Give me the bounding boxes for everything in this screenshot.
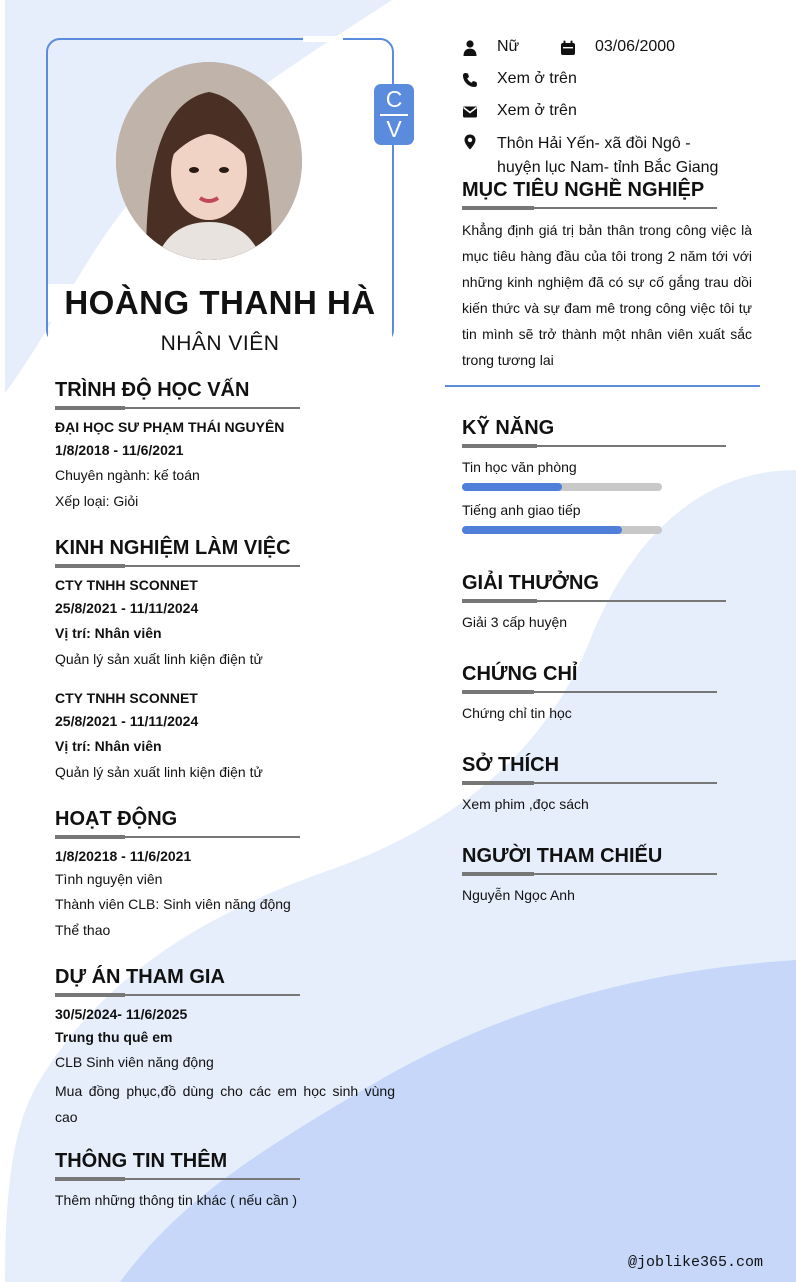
experience-company: CTY TNHH SCONNET	[55, 690, 198, 706]
contact-phone	[462, 70, 577, 92]
hobbies-heading: SỞ THÍCH	[462, 754, 560, 776]
references-section	[462, 844, 732, 905]
heading-underline	[55, 994, 300, 996]
activities-line: Tình nguyện viên	[55, 871, 163, 887]
activities-heading: HOẠT ĐỘNG	[55, 808, 178, 830]
heading-underline	[55, 407, 300, 409]
envelope-icon	[462, 102, 486, 124]
objective-text: Khẳng định giá trị bản thân trong công việc là mục tiêu hàng đầu của tôi trong 2 năm tới với những kinh nghiệm đã có sự cố gắng trau dồi kiến thức và sự đam mê trong công việc tôi tự tin mình sẽ trở thành một nhân viên xuất sắc trong tương lai	[462, 222, 752, 368]
cv-badge	[374, 84, 414, 145]
extra-heading: THÔNG TIN THÊM	[55, 1150, 228, 1172]
hobbies-section	[462, 753, 732, 814]
extra-text: Thêm những thông tin khác ( nếu cần )	[55, 1192, 298, 1208]
education-period: 1/8/2018 - 11/6/2021	[55, 442, 184, 458]
birthday-value: 03/06/2000	[595, 38, 676, 55]
awards-section	[462, 571, 732, 632]
education-heading: TRÌNH ĐỘ HỌC VẤN	[55, 379, 250, 401]
heading-underline	[462, 873, 717, 875]
heading-underline	[55, 836, 300, 838]
photo-crop-edge	[302, 62, 342, 260]
skills-heading: KỸ NĂNG	[462, 417, 555, 439]
certificates-heading: CHỨNG CHỈ	[462, 663, 578, 685]
address-value: Thôn Hải Yến- xã đồi Ngô -huyện lục Nam- tỉnh Bắc Giang	[497, 135, 719, 176]
cv-letter-v: V	[386, 116, 402, 142]
experience-period: 25/8/2021 - 11/11/2024	[55, 600, 199, 616]
map-pin-icon	[462, 132, 486, 154]
email-value: Xem ở trên	[497, 102, 577, 119]
skill-bar	[462, 483, 662, 491]
project-period: 30/5/2024- 11/6/2025	[55, 1006, 188, 1022]
contact-birthday	[560, 38, 675, 60]
skills-section	[462, 416, 732, 534]
skill-bar	[462, 526, 662, 534]
activities-line: Thể thao	[55, 922, 111, 938]
skill-name: Tin học văn phòng	[462, 459, 577, 475]
experience-desc: Quản lý sản xuất linh kiện điện tử	[55, 764, 263, 780]
education-section	[55, 378, 315, 511]
section-divider	[445, 385, 760, 387]
phone-icon	[462, 70, 486, 92]
awards-text: Giải 3 cấp huyện	[462, 614, 568, 630]
candidate-name: HOÀNG THANH HÀ	[48, 284, 392, 322]
experience-item	[55, 688, 315, 782]
projects-section	[55, 965, 395, 1130]
heading-underline	[55, 1178, 300, 1180]
education-major: Chuyên ngành: kế toán	[55, 467, 200, 483]
education-school: ĐẠI HỌC SƯ PHẠM THÁI NGUYÊN	[55, 419, 285, 435]
project-name: Trung thu quê em	[55, 1029, 173, 1045]
watermark: @joblike365.com	[628, 1254, 764, 1271]
heading-underline	[462, 782, 717, 784]
references-heading: NGƯỜI THAM CHIẾU	[462, 845, 663, 867]
experience-section	[55, 536, 315, 782]
project-desc: Mua đồng phục,đồ dùng cho các em học sinh vùng cao	[55, 1083, 395, 1125]
extra-section	[55, 1149, 355, 1210]
contact-gender	[462, 38, 519, 60]
experience-position: Vị trí: Nhân viên	[55, 625, 162, 641]
certificates-section	[462, 662, 732, 723]
objective-section	[462, 178, 752, 373]
contact-email	[462, 102, 577, 124]
references-text: Nguyễn Ngọc Anh	[462, 887, 575, 903]
heading-underline	[55, 565, 300, 567]
experience-heading: KINH NGHIỆM LÀM VIỆC	[55, 537, 291, 559]
heading-underline	[462, 445, 726, 447]
education-grade: Xếp loại: Giỏi	[55, 493, 139, 509]
hobbies-text: Xem phim ,đọc sách	[462, 796, 589, 812]
activities-section	[55, 807, 315, 940]
heading-underline	[462, 600, 726, 602]
skill-bar-fill	[462, 526, 622, 534]
phone-value: Xem ở trên	[497, 70, 577, 87]
experience-item	[55, 575, 315, 669]
skill-name: Tiếng anh giao tiếp	[462, 502, 581, 518]
projects-heading: DỰ ÁN THAM GIA	[55, 966, 225, 988]
heading-underline	[462, 207, 717, 209]
project-org: CLB Sinh viên năng động	[55, 1054, 214, 1070]
activities-line: Thành viên CLB: Sinh viên năng động	[55, 896, 291, 912]
awards-heading: GIẢI THƯỞNG	[462, 572, 599, 594]
contact-address	[462, 132, 733, 180]
cv-letter-c: C	[385, 86, 403, 112]
profile-card	[46, 38, 394, 355]
experience-desc: Quản lý sản xuất linh kiện điện tử	[55, 651, 263, 667]
certificates-text: Chứng chỉ tin học	[462, 705, 572, 721]
experience-period: 25/8/2021 - 11/11/2024	[55, 713, 199, 729]
experience-company: CTY TNHH SCONNET	[55, 577, 198, 593]
experience-position: Vị trí: Nhân viên	[55, 738, 162, 754]
skill-bar-fill	[462, 483, 562, 491]
heading-underline	[462, 691, 717, 693]
card-gap	[303, 36, 343, 42]
gender-value: Nữ	[497, 38, 520, 55]
person-icon	[462, 38, 486, 60]
activities-period: 1/8/20218 - 11/6/2021	[55, 848, 192, 864]
calendar-icon	[560, 38, 584, 60]
candidate-title: NHÂN VIÊN	[48, 332, 392, 356]
profile-photo	[116, 62, 302, 260]
objective-heading: MỤC TIÊU NGHỀ NGHIỆP	[462, 179, 705, 201]
